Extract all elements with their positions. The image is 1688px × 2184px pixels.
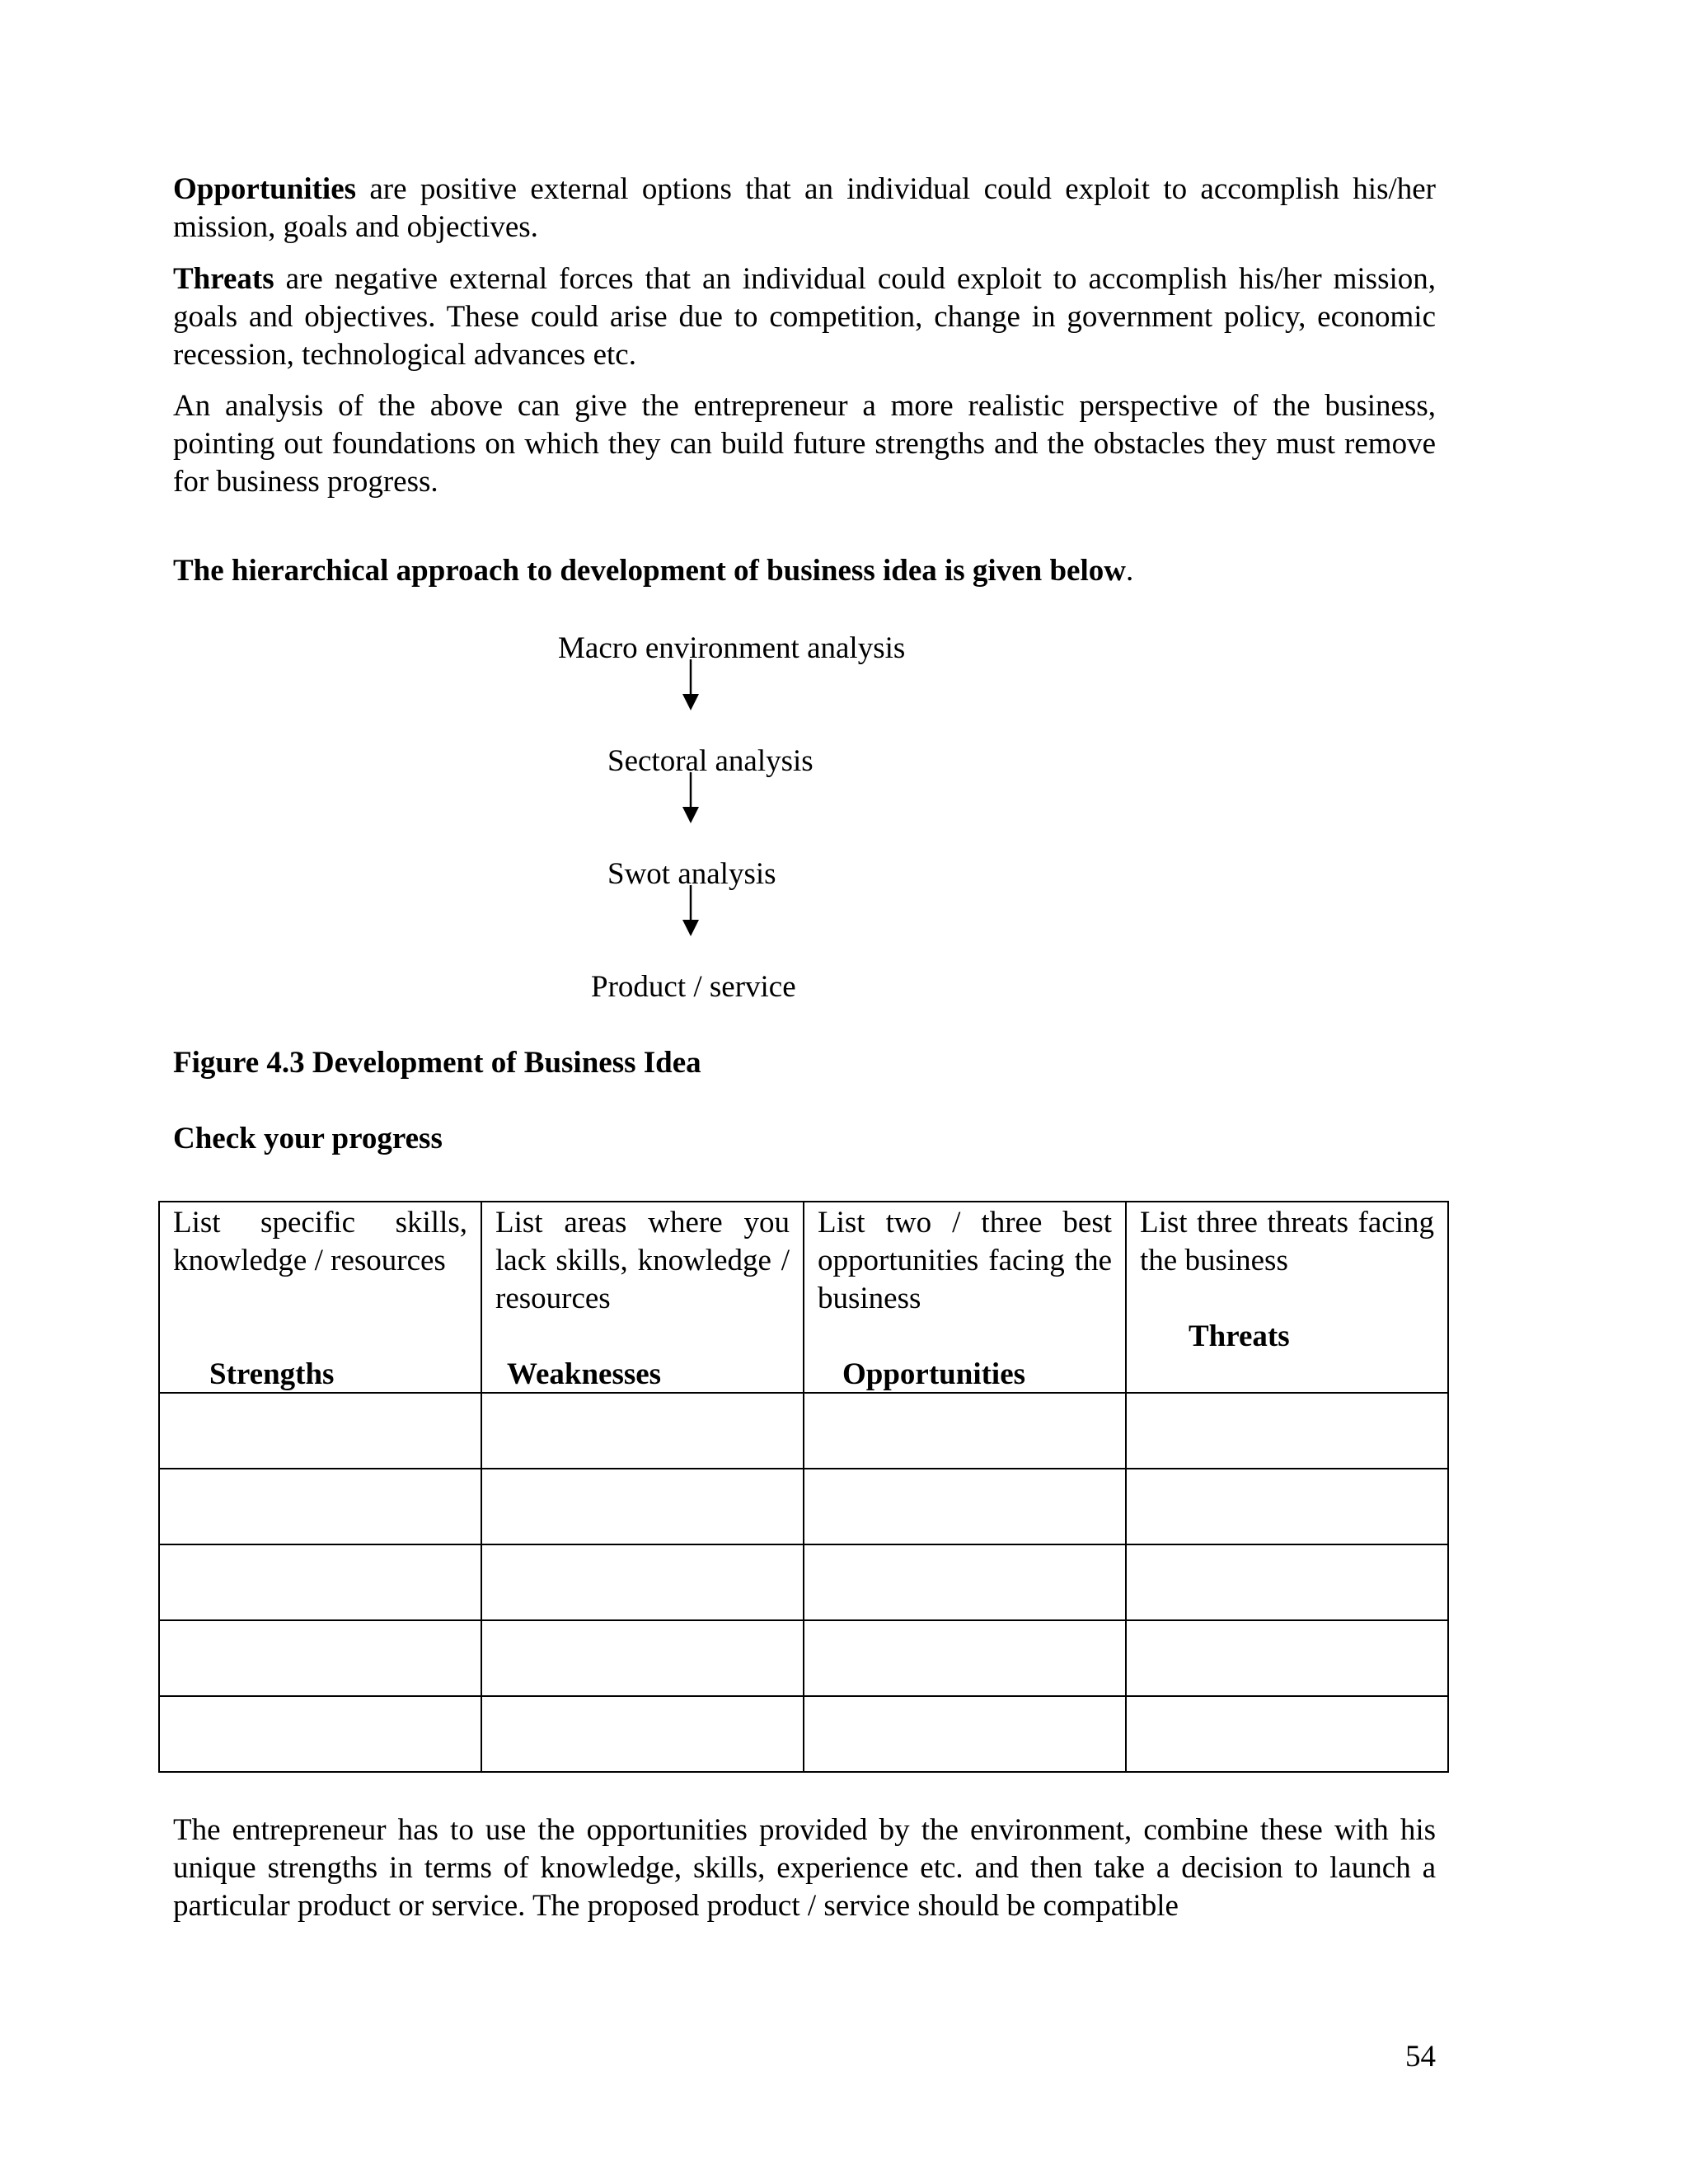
strengths-entry-cell[interactable]: [159, 1544, 481, 1620]
opportunities-entry-cell[interactable]: [804, 1393, 1126, 1469]
strengths-entry-cell[interactable]: [159, 1620, 481, 1696]
flow-step-product-service: Product / service: [591, 970, 796, 1004]
header-desc-strengths: List specific skills, knowledge / resources: [173, 1206, 467, 1277]
opportunities-entry-cell[interactable]: [804, 1620, 1126, 1696]
table-row: [159, 1544, 1448, 1620]
term-threats: Threats: [173, 262, 274, 296]
flow-step-sectoral: Sectoral analysis: [607, 744, 814, 778]
hierarchy-heading-period: .: [1125, 554, 1134, 588]
term-opportunities: Opportunities: [173, 172, 357, 206]
threats-entry-cell[interactable]: [1126, 1696, 1448, 1772]
opportunities-entry-cell[interactable]: [804, 1469, 1126, 1544]
header-cell-weaknesses: [481, 1202, 804, 1393]
flow-step-macro-environment: Macro environment analysis: [558, 631, 906, 665]
table-row: [159, 1696, 1448, 1772]
weaknesses-entry-cell[interactable]: [481, 1696, 804, 1772]
header-label-threats: Threats: [1189, 1319, 1290, 1353]
weaknesses-entry-cell[interactable]: [481, 1620, 804, 1696]
threats-entry-cell[interactable]: [1126, 1469, 1448, 1544]
strengths-entry-cell[interactable]: [159, 1469, 481, 1544]
hierarchy-heading: [173, 552, 1133, 590]
opportunities-entry-cell[interactable]: [804, 1544, 1126, 1620]
hierarchy-heading-text: The hierarchical approach to development of business idea is given below: [173, 554, 1126, 588]
header-desc-threats: List three threats facing the business: [1140, 1206, 1434, 1277]
table-row: [159, 1393, 1448, 1469]
header-cell-threats: [1126, 1202, 1448, 1393]
opportunities-entry-cell[interactable]: [804, 1696, 1126, 1772]
paragraph-opportunities: [173, 171, 1436, 246]
strengths-entry-cell[interactable]: [159, 1393, 481, 1469]
threats-entry-cell[interactable]: [1126, 1393, 1448, 1469]
down-arrow-icon: [681, 885, 701, 936]
header-cell-strengths: [159, 1202, 481, 1393]
down-arrow-icon: [681, 772, 701, 823]
paragraph-analysis: An analysis of the above can give the entrepreneur a more realistic perspective of the business, pointing out foundations on which they can build future strengths and the obstacles they must remove for business progress.: [173, 389, 1436, 499]
header-label-opportunities: Opportunities: [842, 1357, 1026, 1391]
table-row: [159, 1620, 1448, 1696]
definition-threats: are negative external forces that an individual could exploit to accomplish his/her mission, goals and objectives. These could arise due to competition, change in government policy, economic recession, technological advances etc.: [173, 262, 1436, 372]
check-progress-heading: Check your progress: [173, 1122, 443, 1155]
table-row: [159, 1469, 1448, 1544]
header-label-strengths: Strengths: [209, 1357, 335, 1391]
weaknesses-entry-cell[interactable]: [481, 1469, 804, 1544]
paragraph-threats: [173, 260, 1436, 374]
down-arrow-icon: [681, 659, 701, 710]
weaknesses-entry-cell[interactable]: [481, 1544, 804, 1620]
header-cell-opportunities: [804, 1202, 1126, 1393]
threats-entry-cell[interactable]: [1126, 1620, 1448, 1696]
header-desc-opportunities: List two / three best opportunities facing the business: [818, 1206, 1112, 1315]
strengths-entry-cell[interactable]: [159, 1696, 481, 1772]
page-number: 54: [1405, 2040, 1436, 2074]
header-desc-weaknesses: List areas where you lack skills, knowledge / resources: [495, 1206, 790, 1315]
weaknesses-entry-cell[interactable]: [481, 1393, 804, 1469]
flow-step-swot: Swot analysis: [607, 857, 776, 891]
threats-entry-cell[interactable]: [1126, 1544, 1448, 1620]
header-label-weaknesses: Weaknesses: [507, 1357, 662, 1391]
swot-header-row: [159, 1202, 1448, 1393]
definition-opportunities: are positive external options that an individual could exploit to accomplish his/her mission, goals and objectives.: [173, 172, 1436, 244]
swot-table: [158, 1201, 1449, 1773]
paragraph-closing: The entrepreneur has to use the opportunities provided by the environment, combine these with his unique strengths in terms of knowledge, skills, experience etc. and then take a decision to launch a particular product or service. The proposed product / service should be compatible: [173, 1813, 1436, 1923]
figure-caption: Figure 4.3 Development of Business Idea: [173, 1046, 701, 1080]
